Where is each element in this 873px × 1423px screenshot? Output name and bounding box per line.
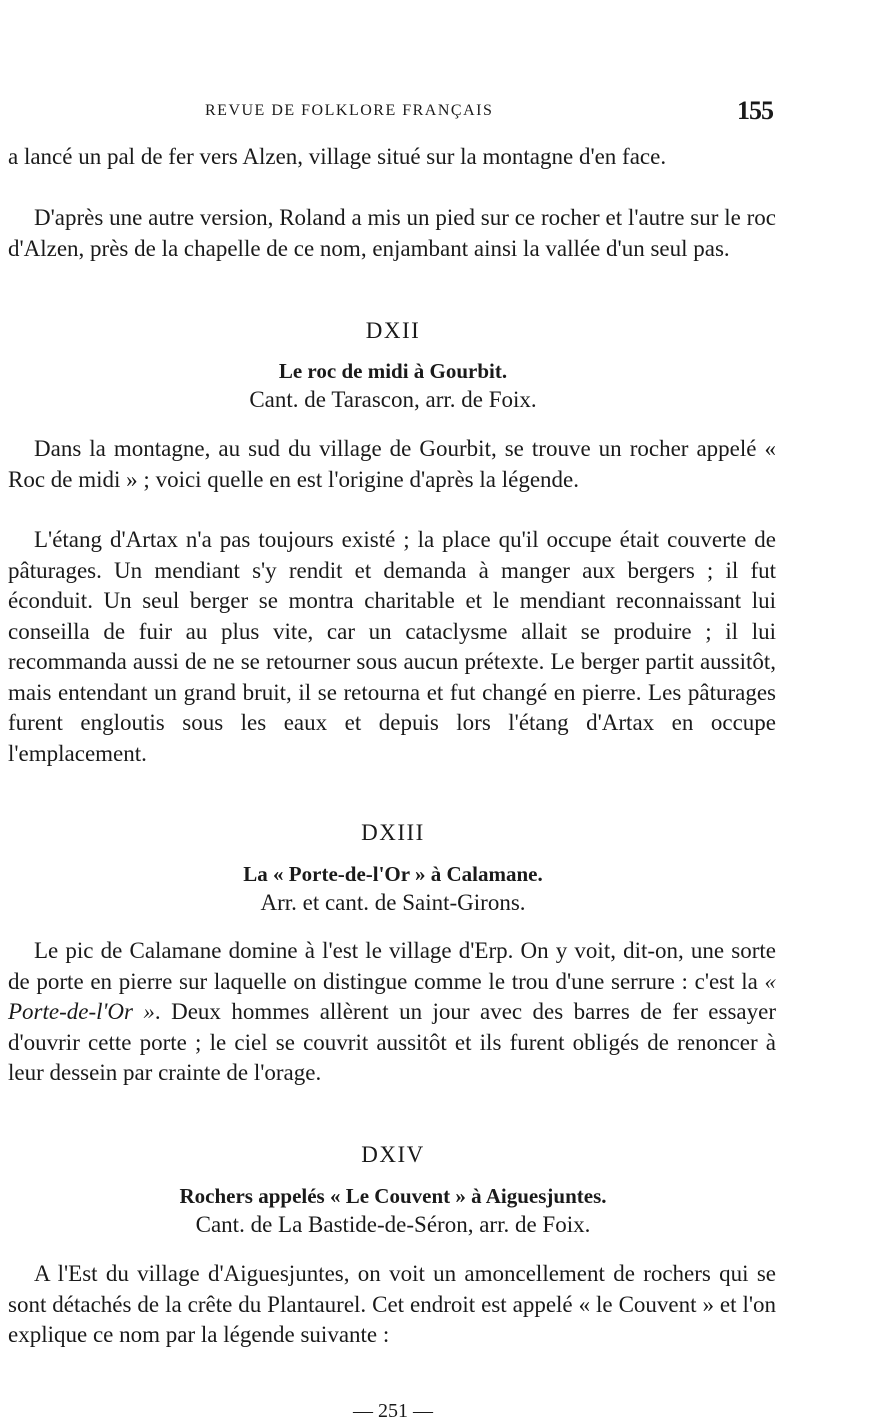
section-dxiii-text-after: . Deux hommes allèrent un jour avec des barres de fer essayer d'ouvrir cette porte ; le ciel se couvrit aussitôt et ils furent obligés de renoncer à leur dessein par crainte de l'orage. <box>8 999 776 1085</box>
section-dxii-paragraph-2: L'étang d'Artax n'a pas toujours existé ; la place qu'il occupe était couverte de pâturages. Un mendiant s'y rendit et demanda à manger aux bergers ; il fut éconduit. Un seul berger se montra charitable et le mendiant reconnaissant lui conseilla de fuir au plus vite, car un cataclysme allait se produire ; il lui recommanda aussi de ne se retourner sous aucun prétexte. Le berger partit aussitôt, mais entendant un grand bruit, il se retourna et fut changé en pierre. Les pâturages furent engloutis sous les eaux et depuis lors l'étang d'Artax en occupe l'emplacement. <box>8 527 776 766</box>
section-dxiii-paragraph-1 <box>8 936 776 1089</box>
running-title: REVUE DE FOLKLORE FRANÇAIS <box>205 102 494 119</box>
section-title-dxiv: Rochers appelés « Le Couvent » à Aiguesjuntes. <box>179 1184 607 1208</box>
section-title-dxii: Le roc de midi à Gourbit. <box>278 359 508 383</box>
intro-paragraph-2: D'après une autre version, Roland a mis un pied sur ce rocher et l'autre sur le roc d'Alzen, près de la chapelle de ce nom, enjambant ainsi la vallée d'un seul pas. <box>8 205 776 261</box>
intro-paragraph-1: a lancé un pal de fer vers Alzen, village situé sur la montagne d'en face. <box>8 144 667 169</box>
folio-page-number: — 251 — <box>353 1400 433 1422</box>
section-numeral-dxii: DXII <box>365 318 421 343</box>
section-location-dxii: Cant. de Tarascon, arr. de Foix. <box>249 387 537 412</box>
section-numeral-dxiii: DXIII <box>361 820 425 845</box>
porte-de-l-or-quote: « Porte-de-l'Or » <box>8 968 776 1024</box>
running-head <box>0 96 873 130</box>
section-title-dxiii: La « Porte-de-l'Or » à Calamane. <box>243 862 543 886</box>
section-location-dxiv: Cant. de La Bastide-de-Séron, arr. de Foix. <box>195 1212 591 1237</box>
section-dxiv-paragraph-1: A l'Est du village d'Aiguesjuntes, on voit un amoncellement de rochers qui se sont détachés de la crête du Plantaurel. Cet endroit est appelé « le Couvent » et l'on explique ce nom par la légende suivante : <box>8 1261 776 1347</box>
page-number-top: 155 <box>737 96 773 125</box>
section-location-dxiii: Arr. et cant. de Saint-Girons. <box>260 890 526 915</box>
section-dxii-paragraph-1: Dans la montagne, au sud du village de Gourbit, se trouve un rocher appelé « Roc de midi » ; voici quelle en est l'origine d'après la légende. <box>8 436 776 492</box>
section-dxiii-text-before: Le pic de Calamane domine à l'est le village d'Erp. On y voit, dit-on, une sorte de porte en pierre sur laquelle on distingue comme le trou d'une serrure : c'est la <box>8 938 776 994</box>
section-numeral-dxiv: DXIV <box>361 1142 425 1167</box>
